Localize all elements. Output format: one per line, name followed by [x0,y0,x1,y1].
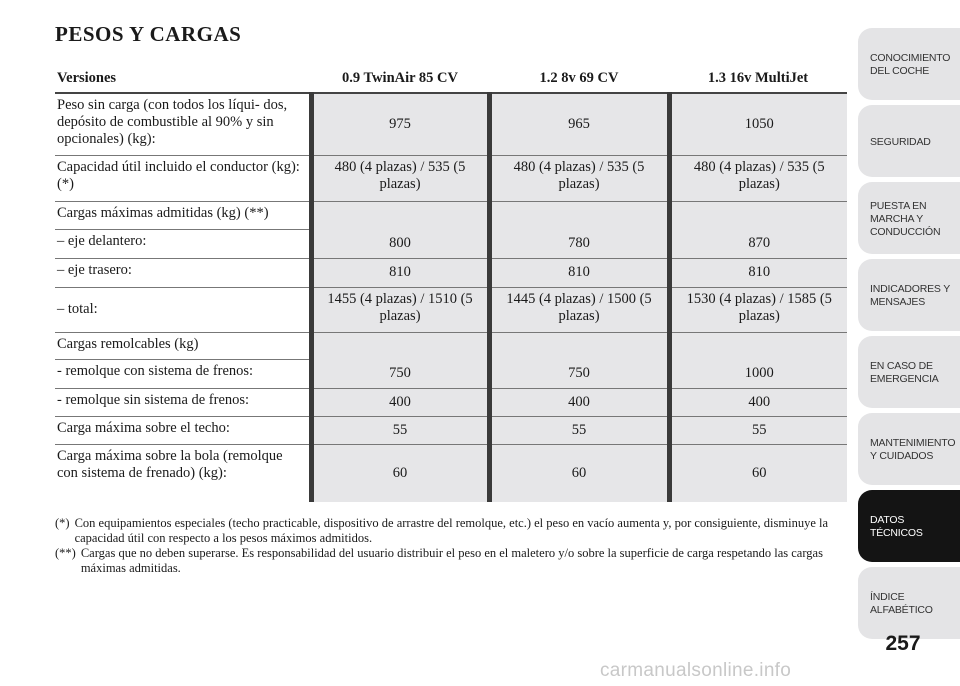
row-value: 1050 [669,93,847,155]
sidebar-item-label: EN CASO DE EMERGENCIA [870,360,939,385]
sidebar-item-label: PUESTA EN MARCHA Y CONDUCCIÓN [870,199,941,238]
row-value: 750 [311,359,489,388]
sidebar-item-puesta-en-marcha[interactable] [858,182,960,254]
row-value [489,201,669,229]
footnote-mark: (*) [55,516,70,530]
footnote [55,546,845,576]
row-label: Peso sin carga (con todos los líqui- dos, depósito de combustible al 90% y sin opcionales) (kg): [55,93,311,155]
row-label: – total: [55,287,311,332]
table-row [55,332,847,359]
footnote-text: Con equipamientos especiales (techo practicable, dispositivo de arrastre del remolque, etc.) el peso en vacío aumenta y, por consiguiente, disminuye la capacidad útil con respecto a los pesos máximos admitidos. [74,516,829,545]
row-value: 480 (4 plazas) / 535 (5 plazas) [489,155,669,201]
row-value: 780 [489,229,669,258]
row-label: Cargas máximas admitidas (kg) (**) [55,201,311,229]
row-label: Capacidad útil incluido el conductor (kg): (*) [55,155,311,201]
row-value [489,332,669,359]
table-row [55,444,847,502]
footnote [55,516,845,546]
sidebar-item-conocimiento[interactable] [858,28,960,100]
row-label: – eje trasero: [55,258,311,287]
sidebar-item-label: ÍNDICE ALFABÉTICO [870,591,933,616]
sidebar-item-mantenimiento[interactable] [858,413,960,485]
table-row [55,258,847,287]
sidebar-item-label: DATOS TÉCNICOS [870,514,923,539]
row-value: 1445 (4 plazas) / 1500 (5 plazas) [489,287,669,332]
table-row [55,359,847,388]
page-title: PESOS Y CARGAS [55,22,242,46]
row-value: 480 (4 plazas) / 535 (5 plazas) [669,155,847,201]
row-value: 750 [489,359,669,388]
sidebar-item-emergencia[interactable] [858,336,960,408]
footnote-text: Cargas que no deben superarse. Es responsabilidad del usuario distribuir el peso en el maletero y/o sobre la superficie de carga respetando las cargas máximas admitidas. [80,546,823,575]
row-label: – eje delantero: [55,229,311,258]
sidebar-item-indice[interactable] [858,567,960,639]
row-value: 1530 (4 plazas) / 1585 (5 plazas) [669,287,847,332]
footnotes [55,516,845,576]
row-label: Carga máxima sobre el techo: [55,416,311,444]
footnote-mark: (**) [55,546,76,560]
row-value: 55 [311,416,489,444]
row-value: 1455 (4 plazas) / 1510 (5 plazas) [311,287,489,332]
sidebar-item-label: MANTENIMIENTO Y CUIDADOS [870,437,956,462]
row-label: - remolque con sistema de frenos: [55,359,311,388]
table-row [55,93,847,155]
row-value [669,201,847,229]
header-8v: 1.2 8v 69 CV [489,66,669,93]
row-value: 480 (4 plazas) / 535 (5 plazas) [311,155,489,201]
row-value: 55 [669,416,847,444]
row-value: 60 [669,444,847,502]
row-value: 400 [489,388,669,416]
row-value [669,332,847,359]
sidebar-item-label: SEGURIDAD [870,135,931,148]
row-value: 400 [669,388,847,416]
row-value: 60 [311,444,489,502]
sidebar-item-indicadores[interactable] [858,259,960,331]
row-label: Carga máxima sobre la bola (remolque con sistema de frenado) (kg): [57,447,283,481]
watermark: carmanualsonline.info [600,660,792,681]
row-value: 1000 [669,359,847,388]
row-value [311,201,489,229]
row-label: Cargas remolcables (kg) [55,332,311,359]
sidebar-item-label: CONOCIMIENTO DEL COCHE [870,52,951,77]
row-value: 800 [311,229,489,258]
sidebar-item-seguridad[interactable] [858,105,960,177]
table-row [55,416,847,444]
table-row [55,229,847,258]
row-value: 965 [489,93,669,155]
table-row [55,388,847,416]
header-versions: Versiones [55,66,311,93]
sidebar-item-datos-tecnicos[interactable] [858,490,960,562]
row-value: 810 [489,258,669,287]
table-row [55,287,847,332]
header-twinair: 0.9 TwinAir 85 CV [311,66,489,93]
sidebar-item-label: INDICADORES Y MENSAJES [870,283,950,308]
row-value: 400 [311,388,489,416]
table-row [55,201,847,229]
table-row [55,155,847,201]
row-value: 55 [489,416,669,444]
row-label: - remolque sin sistema de frenos: [55,388,311,416]
row-value: 870 [669,229,847,258]
page-number: 257 [885,632,921,655]
header-multijet: 1.3 16v MultiJet [669,66,847,93]
chapter-sidebar [858,28,960,644]
row-value: 810 [669,258,847,287]
row-value: 810 [311,258,489,287]
weights-table [55,66,847,502]
table-header-row [55,66,847,93]
row-value: 60 [489,444,669,502]
row-value [311,332,489,359]
row-value: 975 [311,93,489,155]
